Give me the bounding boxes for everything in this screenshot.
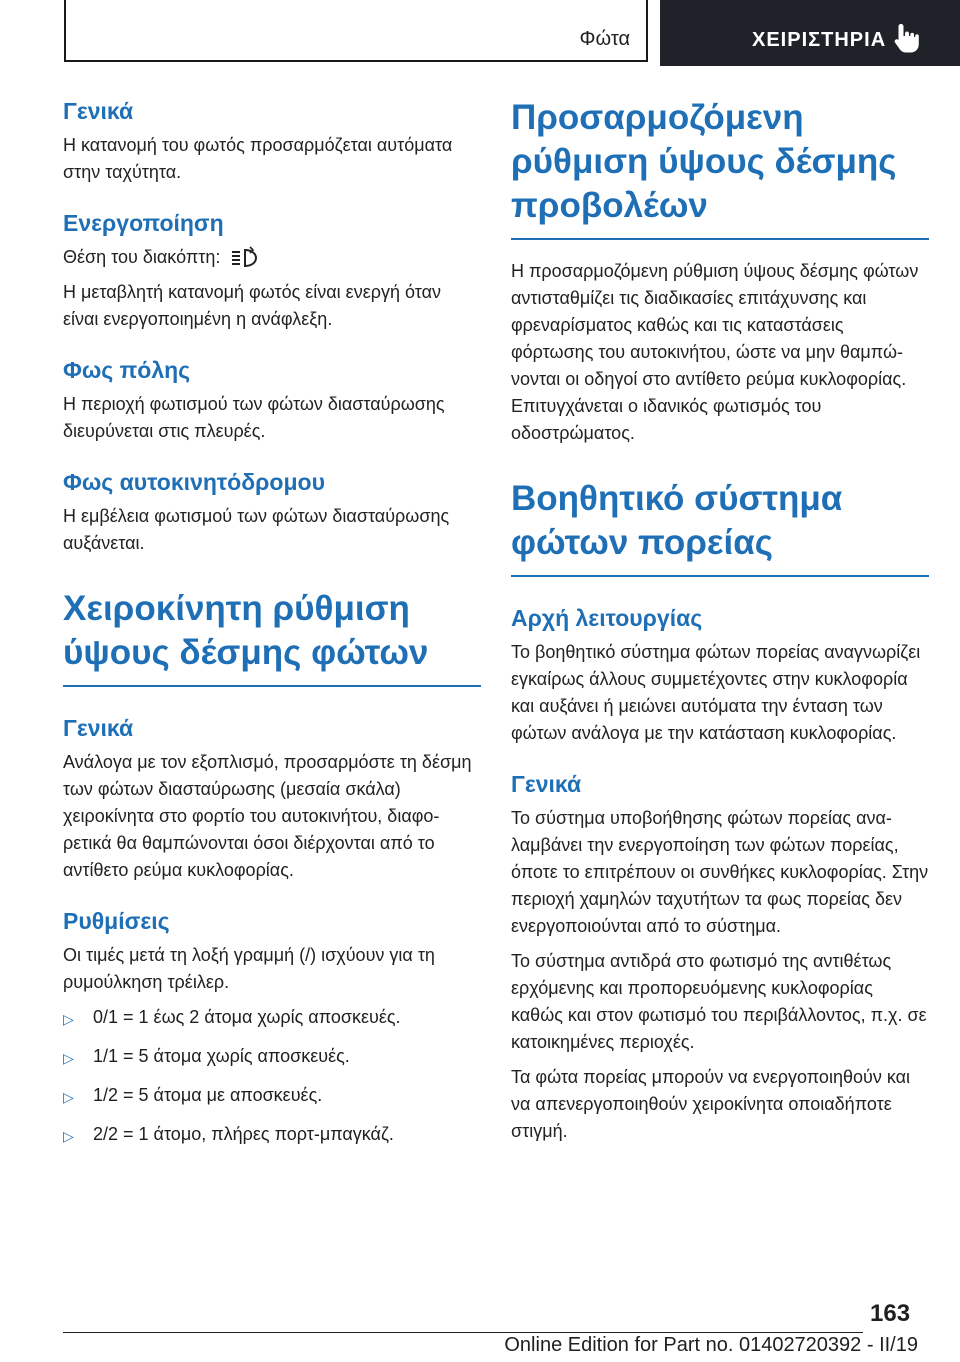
- highway-light-text: Η εμβέλεια φωτισμού των φώτων διασταύρωσης αυξάνεται.: [63, 506, 450, 553]
- adaptive-range-title: Προσαρμοζόμενη ρύθμιση ύψους δέσμης προβολέων: [511, 96, 929, 240]
- headlight-auto-icon: [230, 246, 260, 270]
- right-column: [511, 96, 929, 1153]
- bullet-triangle-icon: ▷: [63, 1128, 74, 1144]
- general-text: Η κατανομή του φωτός προσαρμόζεται αυτόματα στην ταχύτητα.: [63, 135, 453, 182]
- section-tab: [64, 0, 648, 62]
- settings-text: Οι τιμές μετά τη λοξή γραμμή (/) ισχύουν για τη ρυμούλκηση τρέιλερ.: [63, 945, 435, 992]
- list-item: ▷ 1/2 = 5 άτομα με αποσκευές.: [63, 1082, 481, 1111]
- switch-position-line: [63, 244, 481, 271]
- high-beam-assist-title: Βοηθητικό σύστημα φώτων πορείας: [511, 477, 929, 577]
- bullet-triangle-icon: ▷: [63, 1011, 74, 1027]
- chapter-label: ΧΕΙΡΙΣΤΗΡΙΑ: [752, 29, 887, 51]
- switch-position-label: Θέση του διακόπτη:: [63, 247, 221, 267]
- principle-text: Το βοηθητικό σύστημα φώτων πορείας αναγνωρίζει εγκαίρως άλλους συμμετέχοντες στην κυκλοφορία και αυξάνει ή μειώνει αυτόματα την ένταση των φώτων ανάλογα με την κατάσταση κυκλοφορίας.: [511, 642, 921, 743]
- settings-heading: Ρυθμίσεις: [63, 908, 170, 934]
- adaptive-range-text: Η προσαρμοζόμενη ρύθμιση ύψους δέσμης φώτων αντισταθμίζει τις διαδικασίες επιτάχυνσης και φρεναρίσματος καθώς και τις καταστάσεις φόρτωσης του αυτοκινήτου, ώστε να μην θαμπώνονται οι οδηγοί στο αντίθετο ρεύμα κυκλοφορίας. Επιτυγχάνεται ο ιδανικός φωτισμός του οδοστρώματος.: [511, 261, 919, 443]
- left-column: [63, 96, 481, 1160]
- list-item: ▷ 1/1 = 5 άτομα χωρίς αποσκευές.: [63, 1043, 481, 1072]
- principle-heading: Αρχή λειτουργίας: [511, 605, 703, 631]
- assist-general-text-3: Τα φώτα πορείας μπορούν να ενεργοποιηθούν και να απενεργοποιηθούν χειροκίνητα οποιαδήποτε στιγμή.: [511, 1067, 911, 1141]
- assist-general-text-1: Το σύστημα υποβοήθησης φώτων πορείας αναλαμβάνει την ενεργοποίηση των φώτων πορείας, όποτε το επιτρέπουν οι συνθήκες κυκλοφορίας. Στην περιοχή χαμηλών ταχυτήτων τα φως πορείας δεν ενεργοποιούνται από το σύστημα.: [511, 808, 929, 936]
- manual-general-text: Ανάλογα με τον εξοπλισμό, προσαρμόστε τη δέσμη των φώτων διασταύρωσης (μεσαία σκάλα) χειροκίνητα στο φορτίο του αυτοκινήτου, διαφορετικά θα θαμπώνονται όσοι διέρχονται από το αντίθετο ρεύμα κυκλοφορίας.: [63, 752, 472, 880]
- section-label: Φώτα: [579, 28, 630, 50]
- assist-general-heading: Γενικά: [511, 771, 582, 797]
- activation-heading: Ενεργοποίηση: [63, 210, 224, 236]
- city-light-heading: Φως πόλης: [63, 357, 191, 383]
- settings-list: [63, 1004, 481, 1150]
- list-item: ▷ 0/1 = 1 έως 2 άτομα χωρίς αποσκευές.: [63, 1004, 481, 1033]
- list-item: ▷ 2/2 = 1 άτομο, πλήρες πορτ-μπαγκάζ.: [63, 1121, 481, 1150]
- activation-text: Η μεταβλητή κατανομή φωτός είναι ενεργή όταν είναι ενεργοποιημένη η ανάφλεξη.: [63, 282, 441, 329]
- highway-light-heading: Φως αυτοκινητόδρομου: [63, 469, 325, 495]
- bullet-triangle-icon: ▷: [63, 1089, 74, 1105]
- assist-general-text-2: Το σύστημα αντιδρά στο φωτισμό της αντιθέτως ερχόμενης και προπορευόμενης κυκλοφορίας καθώς και στον φωτισμό του περιβάλλοντος, π.χ. σε κατοικημένες περιοχές.: [511, 951, 927, 1052]
- bullet-triangle-icon: ▷: [63, 1050, 74, 1066]
- chapter-tab: [660, 0, 960, 66]
- page-number: 163: [870, 1300, 911, 1327]
- hand-pointer-icon: [892, 22, 920, 54]
- footer-divider: [63, 1332, 863, 1333]
- general-heading: Γενικά: [63, 98, 134, 124]
- manual-general-heading: Γενικά: [63, 715, 134, 741]
- edition-text: Online Edition for Part no. 01402720392 - II/19: [504, 1334, 918, 1356]
- city-light-text: Η περιοχή φωτισμού των φώτων διασταύρωσης διευρύνεται στις πλευρές.: [63, 394, 445, 441]
- manual-adjust-title: Χειροκίνητη ρύθμιση ύψους δέσμης φώτων: [63, 587, 481, 687]
- page-header: [0, 0, 960, 66]
